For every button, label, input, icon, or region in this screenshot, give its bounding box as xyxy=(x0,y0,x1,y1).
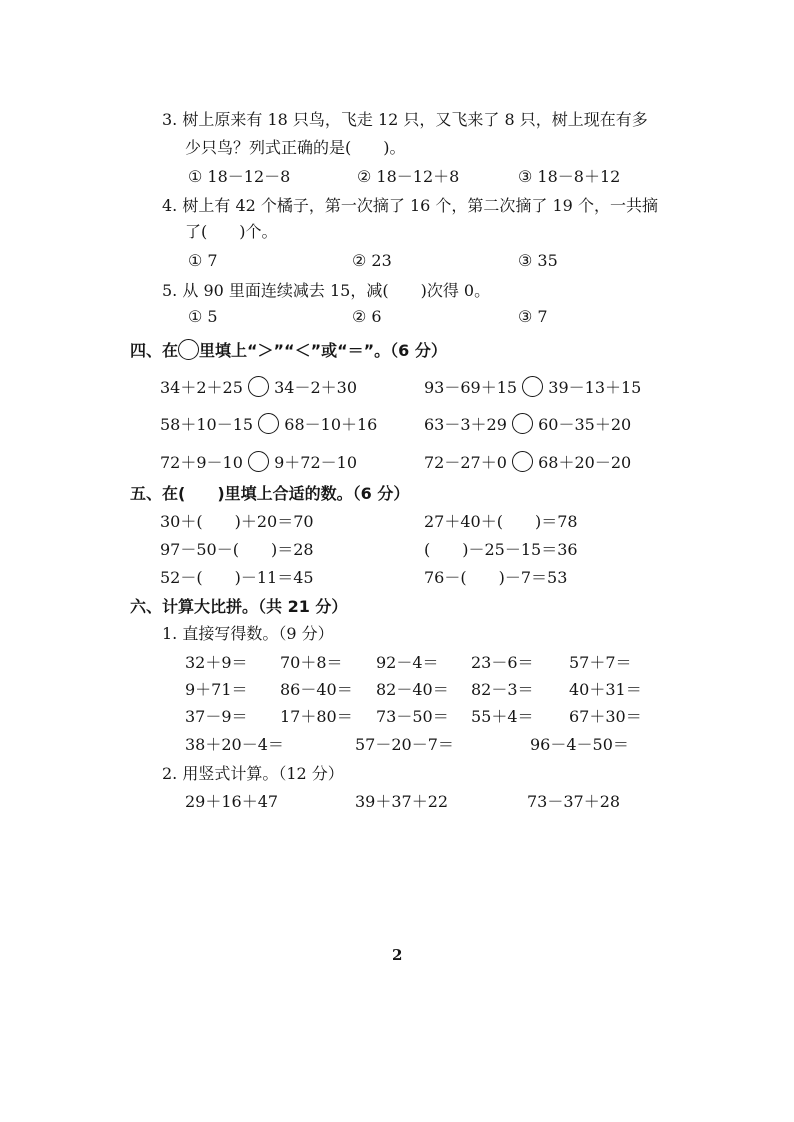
fill-item-2-1: 97－50－( )＝28 xyxy=(160,540,314,559)
section-6-sub2: 2. 用竖式计算。（12 分） xyxy=(162,764,344,783)
compare-circle-icon xyxy=(178,339,199,360)
calc-1-1: 32＋9＝ xyxy=(185,653,248,672)
q3-option-3: ③ 18－8＋12 xyxy=(518,167,621,186)
answer-circle[interactable] xyxy=(248,376,269,397)
calc-2-1: 9＋71＝ xyxy=(185,680,248,699)
q4-line1: 4. 树上有 42 个橘子，第一次摘了 16 个，第二次摘了 19 个，一共摘 xyxy=(162,196,658,215)
compare-item-1-2: 93－69＋15 39－13＋15 xyxy=(424,378,642,397)
calc-3-1: 37－9＝ xyxy=(185,707,248,726)
section-6-title: 六、计算大比拼。（共 21 分） xyxy=(130,597,348,616)
calc-3-4: 55＋4＝ xyxy=(471,707,534,726)
vertical-calc-2: 39＋37＋22 xyxy=(355,792,449,811)
calc-2-3: 82－40＝ xyxy=(376,680,449,699)
fill-item-1-1: 30＋( )＋20＝70 xyxy=(160,512,314,531)
compare-item-2-1: 58＋10－15 68－10＋16 xyxy=(160,415,378,434)
calc-3-5: 67＋30＝ xyxy=(569,707,642,726)
calc-3-2: 17＋80＝ xyxy=(280,707,353,726)
answer-circle[interactable] xyxy=(512,451,533,472)
calc-4-2: 57－20－7＝ xyxy=(355,735,454,754)
calc-2-4: 82－3＝ xyxy=(471,680,534,699)
calc-4-1: 38＋20－4＝ xyxy=(185,735,284,754)
q3-line1: 3. 树上原来有 18 只鸟，飞走 12 只，又飞来了 8 只，树上现在有多 xyxy=(162,110,648,129)
compare-item-1-1: 34＋2＋25 34－2＋30 xyxy=(160,378,357,397)
compare-item-3-2: 72－27＋0 68＋20－20 xyxy=(424,453,632,472)
calc-1-4: 23－6＝ xyxy=(471,653,534,672)
q4-option-2: ② 23 xyxy=(352,251,392,270)
q4-line2: 了( )个。 xyxy=(185,222,278,241)
section-5-title: 五、在( )里填上合适的数。（6 分） xyxy=(130,484,410,503)
fill-item-2-2: ( )－25－15＝36 xyxy=(424,540,578,559)
q5-option-3: ③ 7 xyxy=(518,307,548,326)
q5-line1: 5. 从 90 里面连续减去 15，减( )次得 0。 xyxy=(162,281,491,300)
fill-item-3-1: 52－( )－11＝45 xyxy=(160,568,314,587)
vertical-calc-3: 73－37＋28 xyxy=(527,792,621,811)
calc-1-2: 70＋8＝ xyxy=(280,653,343,672)
section-4-title xyxy=(130,339,447,361)
compare-item-3-1: 72＋9－10 9＋72－10 xyxy=(160,453,357,472)
q5-option-1: ① 5 xyxy=(188,307,218,326)
q3-option-1: ① 18－12－8 xyxy=(188,167,291,186)
fill-item-3-2: 76－( )－7＝53 xyxy=(424,568,568,587)
q4-option-3: ③ 35 xyxy=(518,251,558,270)
section-4-title-post: 里填上“＞”“＜”或“＝”。（6 分） xyxy=(199,341,447,360)
page-number: 2 xyxy=(392,946,403,964)
calc-2-2: 86－40＝ xyxy=(280,680,353,699)
q3-option-2: ② 18－12＋8 xyxy=(357,167,460,186)
calc-1-3: 92－4＝ xyxy=(376,653,439,672)
answer-circle[interactable] xyxy=(512,413,533,434)
vertical-calc-1: 29＋16＋47 xyxy=(185,792,279,811)
answer-circle[interactable] xyxy=(248,451,269,472)
q5-option-2: ② 6 xyxy=(352,307,382,326)
calc-1-5: 57＋7＝ xyxy=(569,653,632,672)
calc-2-5: 40＋31＝ xyxy=(569,680,642,699)
answer-circle[interactable] xyxy=(522,376,543,397)
section-6-sub1: 1. 直接写得数。（9 分） xyxy=(162,624,334,643)
answer-circle[interactable] xyxy=(258,413,279,434)
calc-3-3: 73－50＝ xyxy=(376,707,449,726)
compare-item-2-2: 63－3＋29 60－35＋20 xyxy=(424,415,632,434)
q4-option-1: ① 7 xyxy=(188,251,218,270)
section-4-title-pre: 四、在 xyxy=(130,341,179,360)
fill-item-1-2: 27＋40＋( )＝78 xyxy=(424,512,578,531)
calc-4-3: 96－4－50＝ xyxy=(530,735,629,754)
q3-line2: 少只鸟？列式正确的是( )。 xyxy=(185,138,406,157)
